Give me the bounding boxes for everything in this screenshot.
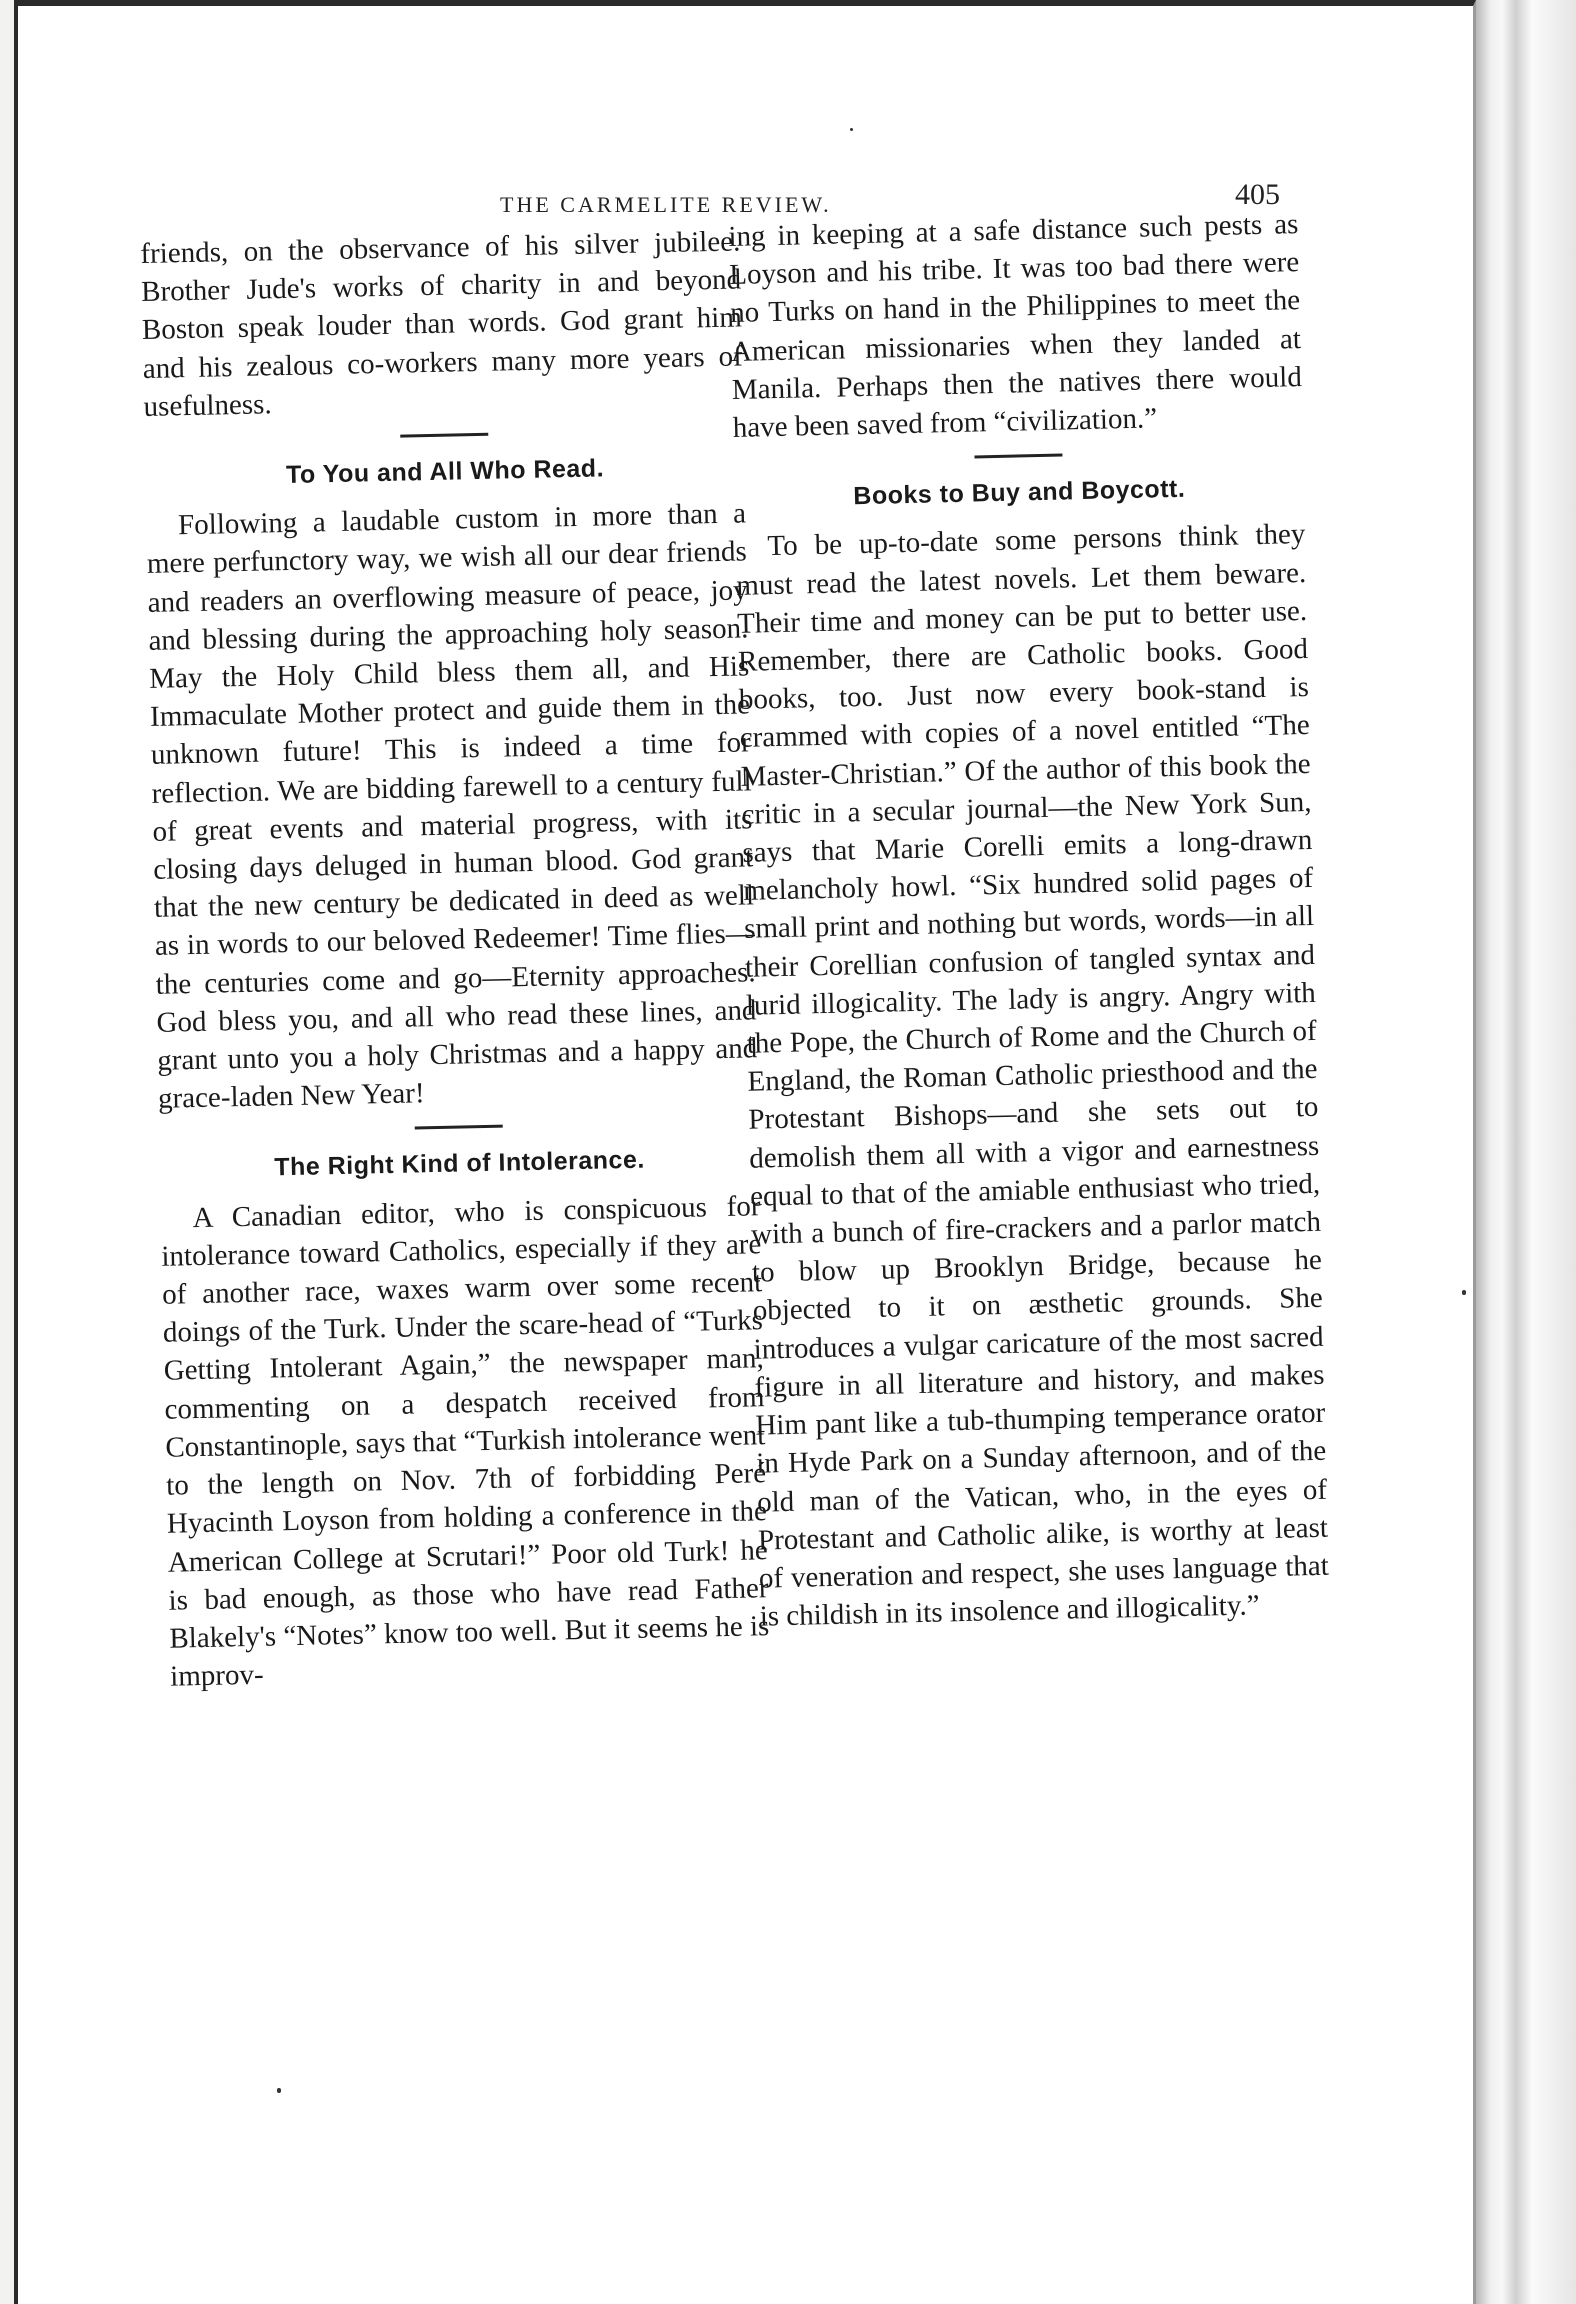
section-body-intolerance: A Canadian editor, who is conspicuous for intolerance toward Catholics, especially if they are of another race, waxes warm over some recent doings of the Turk. Under the scare-head of “Turks Getting Intolerant Again,” the newspaper man, commenting on a despatch received from Constantinople, says that “Turkish intolerance went to the length on Nov. 7th of forbidding Peré Hyacinth Loyson from holding a conference in the American College at Scrutari!” Poor old Turk! he is bad enough, as those who have read Father Blakely's “Notes” know too well. But it seems he is improv- (161, 1189, 770, 1693)
scan-speck (277, 2088, 281, 2093)
page-edge-shadow (1476, 0, 1576, 2304)
section-heading-intolerance: The Right Kind of Intolerance. (273, 1146, 646, 1182)
scan-speck (850, 128, 853, 131)
page-number: 405 (1235, 178, 1280, 211)
section-body-to-you: Following a laudable custom in more than a mere perfunctory way, we wish all our dear friends and readers an overflowing measure of peace, joy and blessing during the approaching holy season. May the Holy Child bless them all, and His Immaculate Mother protect and guide them in the unknown future! This is indeed a time for reflection. We are bidding farewell to a century full of great events and material progress, with its closing days deluged in human blood. God grant that the new century be dedicated in deed as well as in words to our beloved Redeemer! Time flies—the centuries come and go—Eternity approaches. God bless you, and all who read these lines, and grant unto you a holy Christmas and a happy and grace-laden New Year! (146, 497, 758, 1116)
right-column (728, 205, 1330, 1636)
continued-paragraph: ing in keeping at a safe distance such pests as Loyson and his tribe. It was too bad there were no Turks on hand in the Philippines to meet the American missionaries when they landed at Manila. Perhaps then the natives there would have been saved from “civilization.” (728, 208, 1303, 444)
section-divider (415, 1125, 503, 1130)
intro-paragraph: friends, on the observance of his silver jubilee. Brother Jude's works of charity in and beyond Boston speak louder than words. God grant him and his zealous co-workers many more years of usefulness. (140, 225, 744, 423)
running-head: THE CARMELITE REVIEW. (500, 192, 832, 217)
section-divider (400, 433, 488, 438)
left-column (140, 222, 770, 1696)
section-divider (974, 454, 1062, 459)
section-body-books: To be up-to-date some persons think they must read the latest novels. Let them beware. Their time and money can be put to better use. Remember, there are Catholic books. Good books, too. Just now every book-stand is crammed with copies of a novel entitled “The Master-Christian.” Of the author of this book the critic in a secular journal—the New York Sun, says that Marie Corelli emits a long-drawn melancholy howl. “Six hundred solid pages of small print and nothing but words, words—in all their Corellian confusion of tangled syntax and lurid illogicality. The lady is angry. Angry with the Pope, the Church of Rome and the Church of England, the Roman Catholic priesthood and the Protestant Bishops—and she sets out to demolish them all with a vigor and earnestness equal to that of the amiable enthusiast who tried, with a bunch of fire-crackers and a parlor match to blow up Brooklyn Bridge, because he objected to it on æsthetic grounds. She introduces a vulgar caricature of the most sacred figure in all literature and history, and makes Him pant like a tub-thumping temperance orator in Hyde Park on a Sunday afternoon, and of the old man of the Vatican, who, in the eyes of Protestant and Catholic alike, is worthy at least of veneration and respect, she uses language that is childish in its insolence and illogicality.” (735, 518, 1330, 1633)
section-heading-books: Books to Buy and Boycott. (853, 474, 1186, 511)
scan-speck (1462, 1290, 1466, 1295)
section-heading-to-you: To You and All Who Read. (285, 454, 605, 490)
